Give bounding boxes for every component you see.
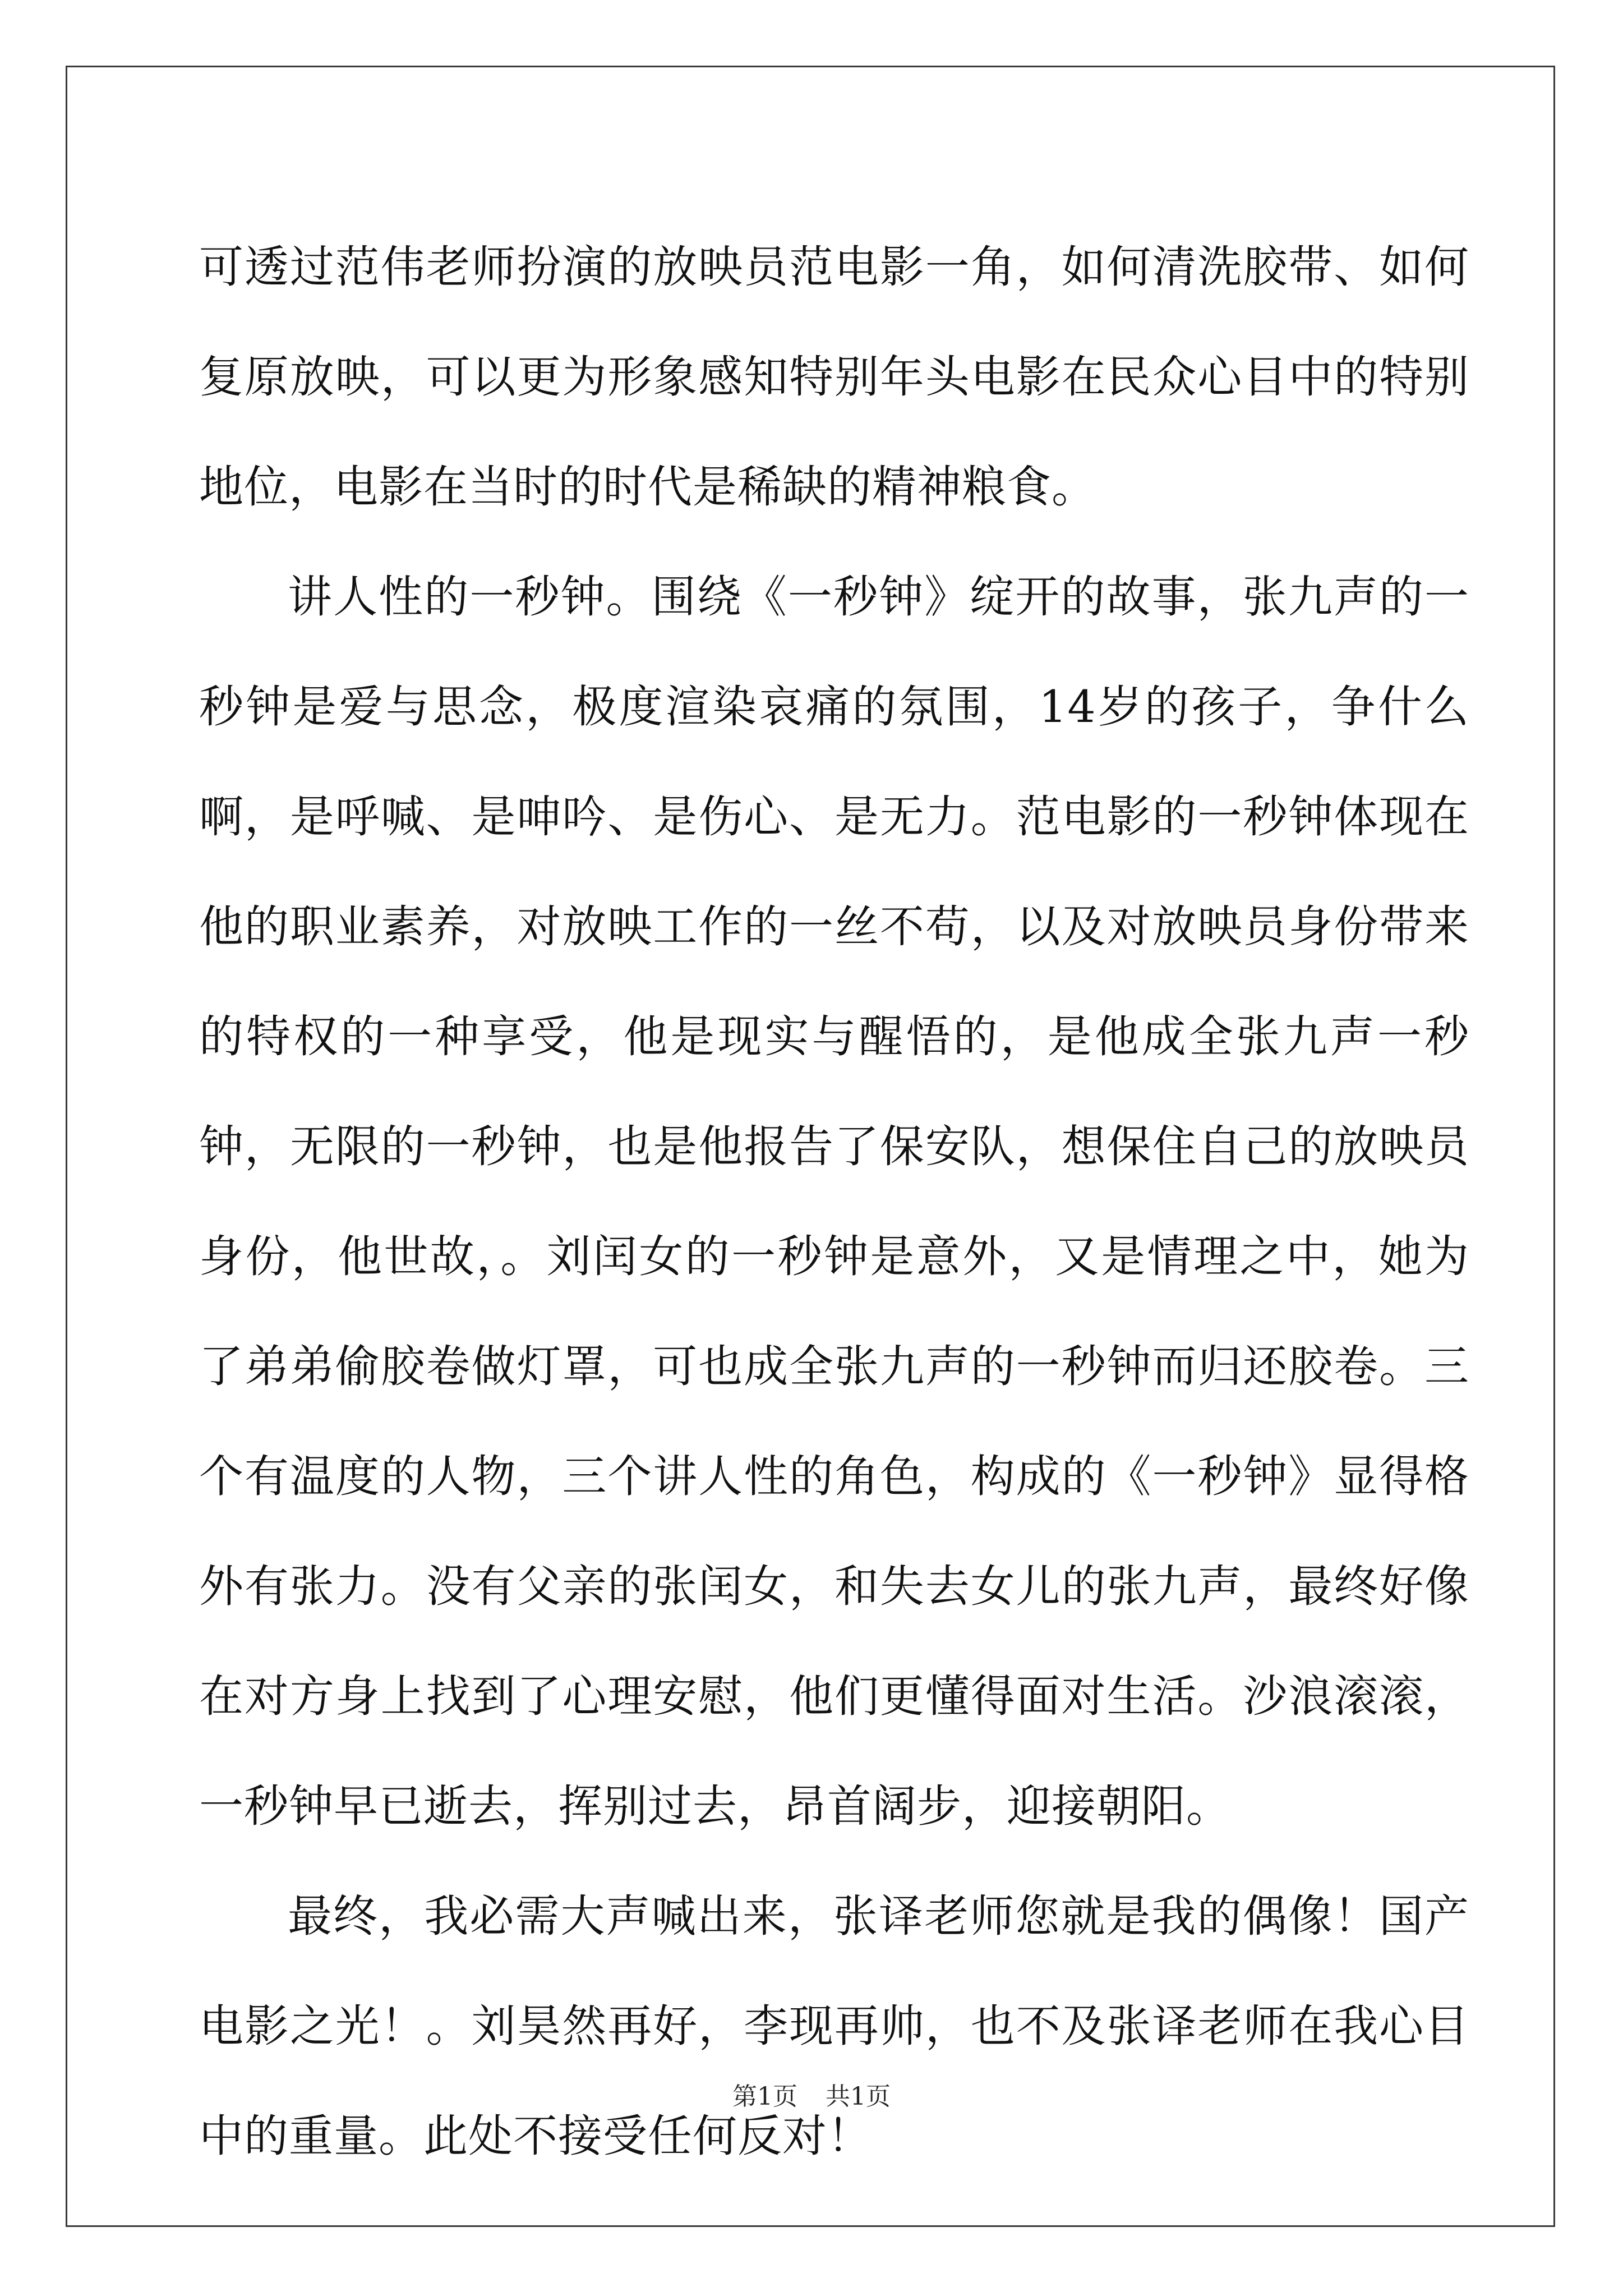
page-footer (0, 2080, 1623, 2114)
page-number: 第1页 (732, 2082, 797, 2111)
paragraph-1: 可透过范伟老师扮演的放映员范电影一角，如何清洗胶带、如何复原放映，可以更为形象感知特别年头电影在民众心目中的特别地位，电影在当时的时代是稀缺的精神粮食。 (199, 241, 1469, 513)
document-body (199, 212, 1469, 2191)
paragraph-2: 讲人性的一秒钟。围绕《一秒钟》绽开的故事，张九声的一秒钟是爱与思念，极度渲染哀痛的氛围，14岁的孩子，争什么啊，是呼喊、是呻吟、是伤心、是无力。范电影的一秒钟体现在他的职业素养，对放映工作的一丝不苟，以及对放映员身份带来的特权的一种享受，他是现实与醒悟的，是他成全张九声一秒钟，无限的一秒钟，也是他报告了保安队，想保住自己的放映员身份，他世故，。刘闰女的一秒钟是意外，又是情理之中，她为了弟弟偷胶卷做灯罩，可也成全张九声的一秒钟而归还胶卷。三个有温度的人物，三个讲人性的角色，构成的《一秒钟》显得格外有张力。没有父亲的张闰女，和失去女儿的张九声，最终好像在对方身上找到了心理安慰，他们更懂得面对生活。沙浪滚滚，一秒钟早已逝去，挥别过去，昂首阔步，迎接朝阳。 (199, 571, 1469, 1832)
page-total: 共1页 (826, 2082, 891, 2111)
paragraph-3: 最终，我必需大声喊出来，张译老师您就是我的偶像！国产电影之光！。刘昊然再好，李现再帅，也不及张译老师在我心目中的重量。此处不接受任何反对！ (199, 1890, 1469, 2162)
